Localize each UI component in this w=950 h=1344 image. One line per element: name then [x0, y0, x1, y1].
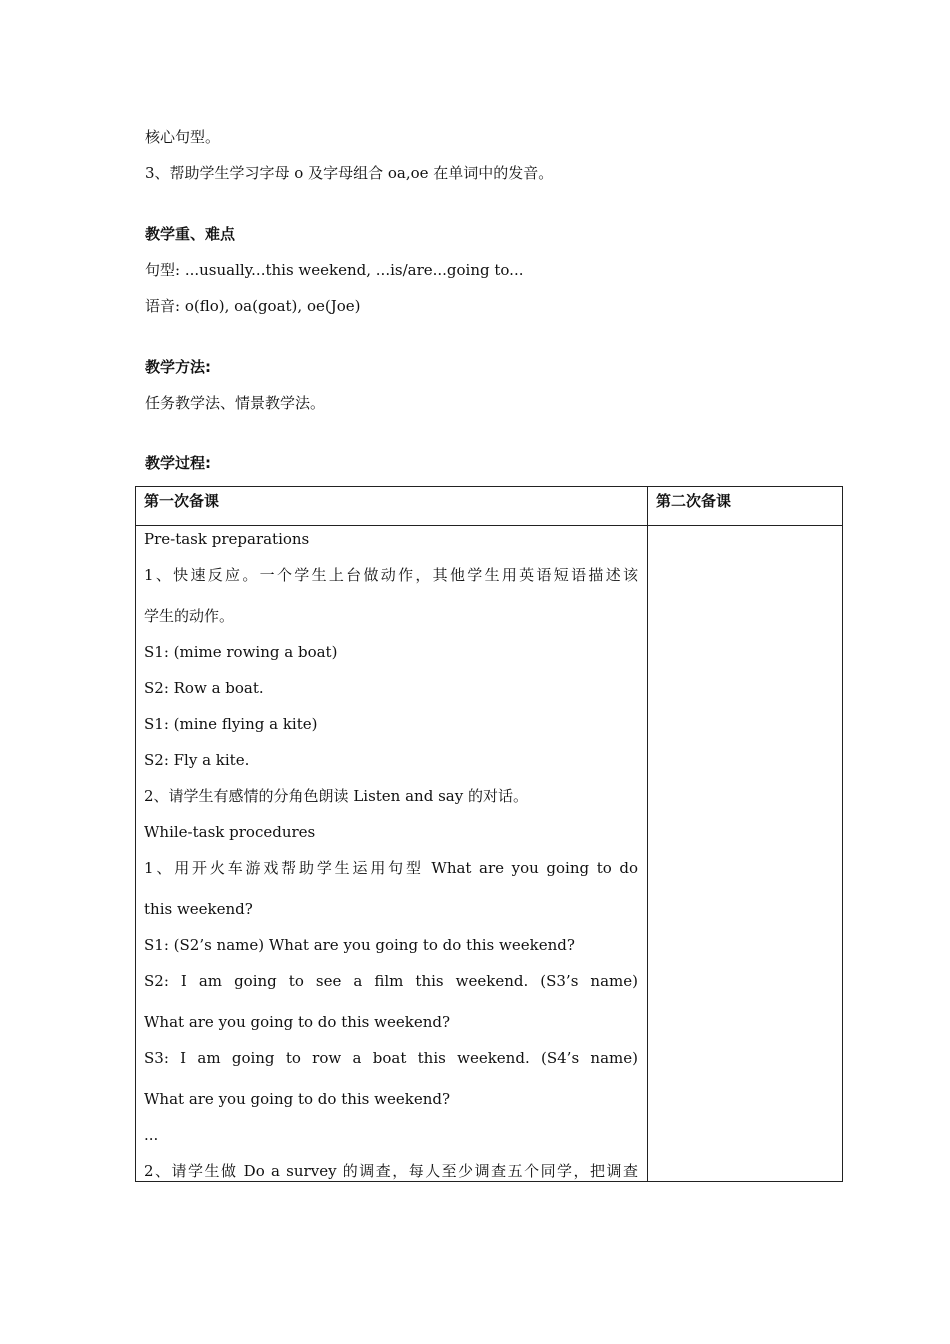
table-line: S1: (mine flying a kite): [144, 715, 318, 733]
table-line: S2: Fly a kite.: [144, 751, 250, 769]
table-line: Pre-task preparations: [144, 530, 310, 548]
lesson-table: [135, 486, 843, 1182]
table-line: What are you going to do this weekend?: [144, 1013, 451, 1031]
table-line: this weekend?: [144, 900, 253, 918]
table-line: 2、请学生有感情的分角色朗读 Listen and say 的对话。: [144, 787, 528, 805]
table-line: S1: (mime rowing a boat): [144, 643, 338, 661]
first-prep-header: 第一次备课: [144, 492, 220, 510]
table-line: 2、请学生做 Do a survey 的调查，每人至少调查五个同学，把调查: [144, 1162, 638, 1180]
column-divider: [647, 487, 648, 1181]
table-line: S1: (S2’s name) What are you going to do this weekend?: [144, 936, 575, 954]
table-line: S2: Row a boat.: [144, 679, 264, 697]
table-line: 1、快速反应。一个学生上台做动作，其他学生用英语短语描述该: [144, 566, 638, 584]
table-line: 1、用开火车游戏帮助学生运用句型 What are you going to do: [144, 859, 638, 877]
intro-line-2: 3、帮助学生学习字母 o 及字母组合 oa,oe 在单词中的发音。: [145, 164, 554, 182]
table-line: S3: I am going to row a boat this weekend. (S4’s name): [144, 1049, 638, 1067]
intro-line-1: 核心句型。: [145, 128, 221, 146]
table-line: ...: [144, 1126, 159, 1144]
header-divider: [136, 525, 842, 526]
second-prep-header: 第二次备课: [656, 492, 732, 510]
process-heading: 教学过程:: [145, 454, 211, 472]
methods-text: 任务教学法、情景教学法。: [145, 394, 326, 412]
key-points-heading: 教学重、难点: [145, 225, 236, 243]
methods-heading: 教学方法:: [145, 358, 211, 376]
table-line: While-task procedures: [144, 823, 316, 841]
table-line: What are you going to do this weekend?: [144, 1090, 451, 1108]
key-phonics: 语音: o(flo), oa(goat), oe(Joe): [145, 297, 361, 315]
key-sentence-pattern: 句型: ...usually...this weekend, ...is/are...going to...: [145, 261, 524, 279]
table-line: S2: I am going to see a film this weekend. (S3’s name): [144, 972, 638, 990]
table-line: 学生的动作。: [144, 607, 235, 625]
